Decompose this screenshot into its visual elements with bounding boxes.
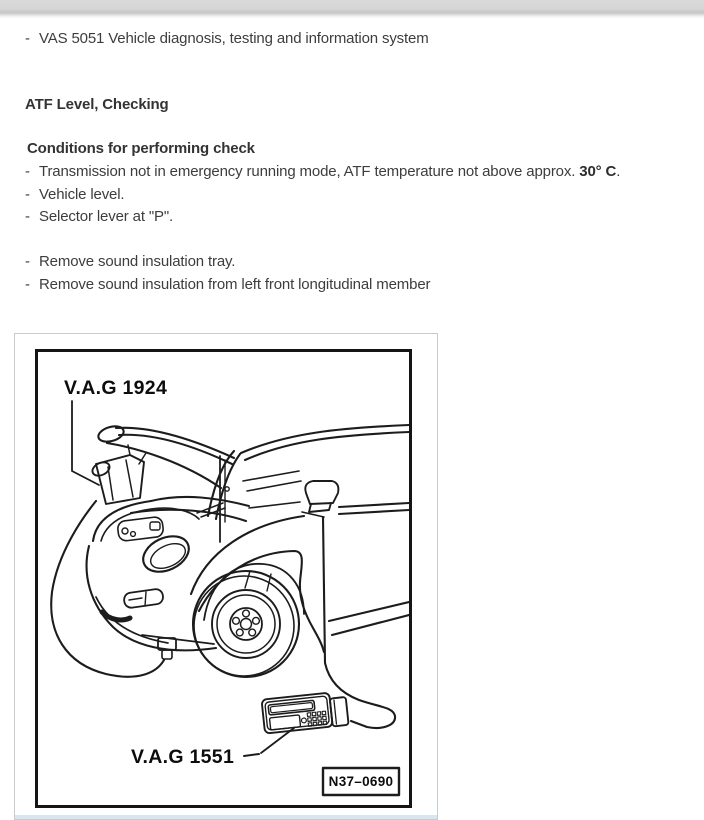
list-dash: - — [25, 163, 30, 180]
list-item — [25, 184, 620, 207]
condition-2-text: Vehicle level. — [39, 185, 125, 203]
tool-list-item — [25, 30, 429, 48]
vag-1551-label: V.A.G 1551 — [131, 746, 235, 768]
figure-number-box — [323, 768, 399, 795]
tool-line-text: VAS 5051 Vehicle diagnosis, testing and information system — [39, 30, 429, 47]
figure-number: N37–0690 — [328, 774, 394, 789]
list-item — [25, 274, 430, 297]
section-title: ATF Level, Checking — [25, 96, 169, 113]
list-dash: - — [25, 185, 30, 203]
list-dash: - — [25, 30, 30, 47]
body-side — [329, 503, 409, 635]
condition-1-text: Transmission not in emergency running mode, ATF temperature not above approx. 30° C. — [39, 163, 621, 180]
step-2-text: Remove sound insulation from left front longitudinal member — [39, 275, 431, 293]
list-dash: - — [25, 275, 30, 293]
list-item — [25, 206, 620, 229]
list-item — [25, 251, 430, 274]
figure-container — [14, 333, 438, 820]
tester-keypad — [307, 711, 327, 726]
vag-1924-leader-line — [72, 401, 99, 485]
condition-3-text: Selector lever at "P". — [39, 208, 174, 226]
steps-list — [25, 251, 430, 296]
open-hood — [97, 424, 234, 542]
list-dash: - — [25, 208, 30, 226]
conditions-list — [25, 161, 620, 229]
figure-bottom-strip — [15, 815, 437, 819]
page-top-shadow-strip — [0, 0, 704, 19]
figure-frame — [35, 349, 412, 808]
beetle-line-drawing — [38, 352, 409, 805]
side-mirror — [302, 481, 338, 517]
front-body — [87, 529, 216, 650]
conditions-heading: Conditions for performing check — [27, 140, 255, 157]
list-dash: - — [25, 253, 30, 270]
vag-1924-device — [90, 445, 146, 504]
vag-1924-label: V.A.G 1924 — [64, 377, 168, 399]
vag-1551-tester — [262, 691, 349, 734]
list-item — [25, 161, 620, 184]
step-1-text: Remove sound insulation tray. — [39, 253, 236, 270]
